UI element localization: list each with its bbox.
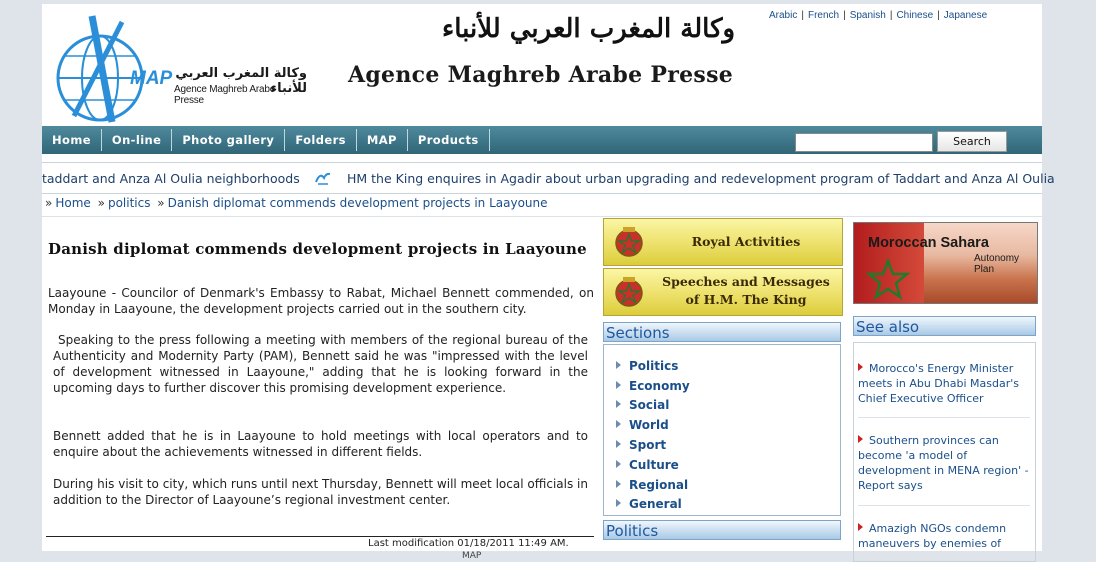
site-title-arabic: وكالة المغرب العربي للأنباء: [442, 14, 736, 44]
nav-map[interactable]: MAP: [357, 129, 408, 151]
ticker-item[interactable]: HM the King enquires in Agadir about urban upgrading and redevelopment program of Taddart and Anza Al Oulia: [347, 171, 1055, 186]
section-item-social[interactable]: [616, 398, 669, 412]
section-item-sport[interactable]: [616, 438, 666, 452]
see-also-item[interactable]: [858, 433, 1030, 493]
article: [42, 218, 598, 561]
search-button[interactable]: Search: [937, 131, 1007, 152]
see-also-label: Amazigh NGOs condemn maneuvers by enemies of: [858, 522, 1007, 550]
section-item-economy[interactable]: [616, 379, 690, 393]
banner-title: Moroccan Sahara: [868, 235, 989, 251]
moroccan-sahara-banner[interactable]: [853, 222, 1038, 304]
arrow-right-icon: [858, 523, 863, 531]
see-also-item[interactable]: [858, 361, 1030, 406]
see-also-list: [853, 342, 1036, 562]
ticker-item[interactable]: taddart and Anza Al Oulia neighborhoods: [42, 171, 300, 186]
section-label: Social: [629, 398, 670, 412]
nav-folders[interactable]: Folders: [285, 129, 357, 151]
article-divider: [46, 536, 594, 537]
speeches-label-line2: of H.M. The King: [685, 292, 807, 307]
lang-french[interactable]: French: [807, 10, 840, 21]
breadcrumb-separator: »: [97, 196, 105, 210]
article-paragraph: Speaking to the press following a meeting with members of the regional bureau of the Authenticity and Modernity Party (PAM), Bennett said he was "impressed with the level of development witnessed in Laayoune," adding that he is looking forward in the upcoming days to further discover this promising development experience.: [53, 333, 588, 395]
map-bird-icon: [314, 170, 332, 186]
royal-activities-label: Royal Activities: [691, 234, 801, 249]
section-label: Politics: [629, 359, 679, 373]
section-label: World: [629, 418, 669, 432]
news-ticker: [42, 162, 1055, 194]
arrow-right-icon: [858, 435, 863, 443]
right-column: [850, 218, 1036, 551]
nav-online[interactable]: On-line: [102, 129, 172, 151]
breadcrumb-current[interactable]: Danish diplomat commends development projects in Laayoune: [167, 196, 548, 210]
speeches-messages-button[interactable]: [603, 268, 843, 316]
sections-header: Sections: [603, 322, 841, 342]
banner-subtitle: Autonomy Plan: [974, 253, 1020, 275]
see-also-header: See also: [853, 316, 1036, 336]
logo-french-text: Agence Maghreb Arabe Presse: [174, 84, 276, 106]
section-item-culture[interactable]: [616, 458, 679, 472]
arrow-right-icon: [616, 381, 621, 389]
lang-separator: |: [889, 10, 893, 21]
arrow-right-icon: [616, 460, 621, 468]
breadcrumb-politics[interactable]: politics: [107, 196, 151, 210]
section-label: Culture: [629, 458, 679, 472]
sections-list: [603, 344, 841, 516]
royal-activities-button[interactable]: [603, 218, 843, 266]
see-also-label: Southern provinces can become 'a model of development in MENA region' -Report says: [858, 434, 1029, 492]
middle-column: [602, 218, 842, 551]
article-paragraph: Bennett added that he is in Laayoune to hold meetings with local operators and to enquire about the achievements witnessed in different fields.: [53, 429, 588, 459]
royal-emblem-icon: [612, 275, 646, 309]
nav-products[interactable]: Products: [408, 129, 490, 151]
lang-chinese[interactable]: Chinese: [896, 10, 934, 21]
see-also-label: Morocco's Energy Minister meets in Abu Dhabi Masdar's Chief Executive Officer: [858, 362, 1019, 405]
logo-arabic-text: وكالة المغرب العربي للأنباء: [175, 66, 307, 96]
royal-emblem-icon: [612, 225, 646, 259]
section-item-regional[interactable]: [616, 478, 688, 492]
lang-separator: |: [937, 10, 940, 21]
last-modification: Last modification 01/18/2011 11:49 AM.: [368, 538, 569, 549]
speeches-label-line1: Speeches and Messages: [662, 274, 830, 289]
arrow-right-icon: [616, 480, 621, 488]
search-input[interactable]: [795, 133, 933, 152]
article-source: MAP: [462, 551, 482, 561]
language-links: [769, 10, 987, 21]
article-paragraph: Laayoune - Councilor of Denmark's Embassy to Rabat, Michael Bennett commended, on Monday in Laayoune, the development projects carried out in the southern city.: [48, 286, 594, 316]
page: [42, 4, 1055, 561]
section-label: Regional: [629, 478, 689, 492]
arrow-right-icon: [858, 363, 863, 371]
arrow-right-icon: [616, 440, 621, 448]
nav-photo-gallery[interactable]: Photo gallery: [172, 129, 285, 151]
section-label: General: [629, 497, 682, 511]
lang-arabic[interactable]: Arabic: [769, 10, 798, 21]
arrow-right-icon: [616, 499, 621, 507]
main-nav: [42, 126, 1042, 154]
section-label: Sport: [629, 438, 667, 452]
site-title-french: Agence Maghreb Arabe Presse: [348, 62, 734, 88]
lang-separator: |: [801, 10, 804, 21]
logo-brand: MAP: [130, 68, 173, 89]
lang-spanish[interactable]: Spanish: [849, 10, 886, 21]
breadcrumb-separator: »: [45, 196, 53, 210]
breadcrumb-separator: »: [157, 196, 165, 210]
article-paragraph: During his visit to city, which runs until next Thursday, Bennett will meet local officials in addition to the Director of Laayoune’s regional investment center.: [53, 477, 588, 507]
see-also-item[interactable]: [858, 521, 1030, 551]
breadcrumb: [42, 196, 1042, 217]
divider: [858, 505, 1030, 506]
nav-spacer: [42, 154, 1042, 162]
section-item-world[interactable]: [616, 418, 669, 432]
star-icon: [868, 259, 908, 299]
map-logo[interactable]: [52, 12, 307, 124]
arrow-right-icon: [616, 420, 621, 428]
section-label: Economy: [629, 379, 690, 393]
section-item-politics[interactable]: [616, 359, 678, 373]
arrow-right-icon: [616, 400, 621, 408]
breadcrumb-home[interactable]: Home: [55, 196, 91, 210]
divider: [858, 417, 1030, 418]
politics-header: Politics: [603, 520, 841, 540]
header: [42, 4, 1042, 126]
article-title: Danish diplomat commends development projects in Laayoune: [48, 240, 587, 258]
nav-home[interactable]: Home: [42, 129, 102, 151]
arrow-right-icon: [616, 361, 621, 369]
lang-separator: |: [843, 10, 846, 21]
section-item-general[interactable]: [616, 497, 682, 511]
lang-japanese[interactable]: Japanese: [943, 10, 988, 21]
